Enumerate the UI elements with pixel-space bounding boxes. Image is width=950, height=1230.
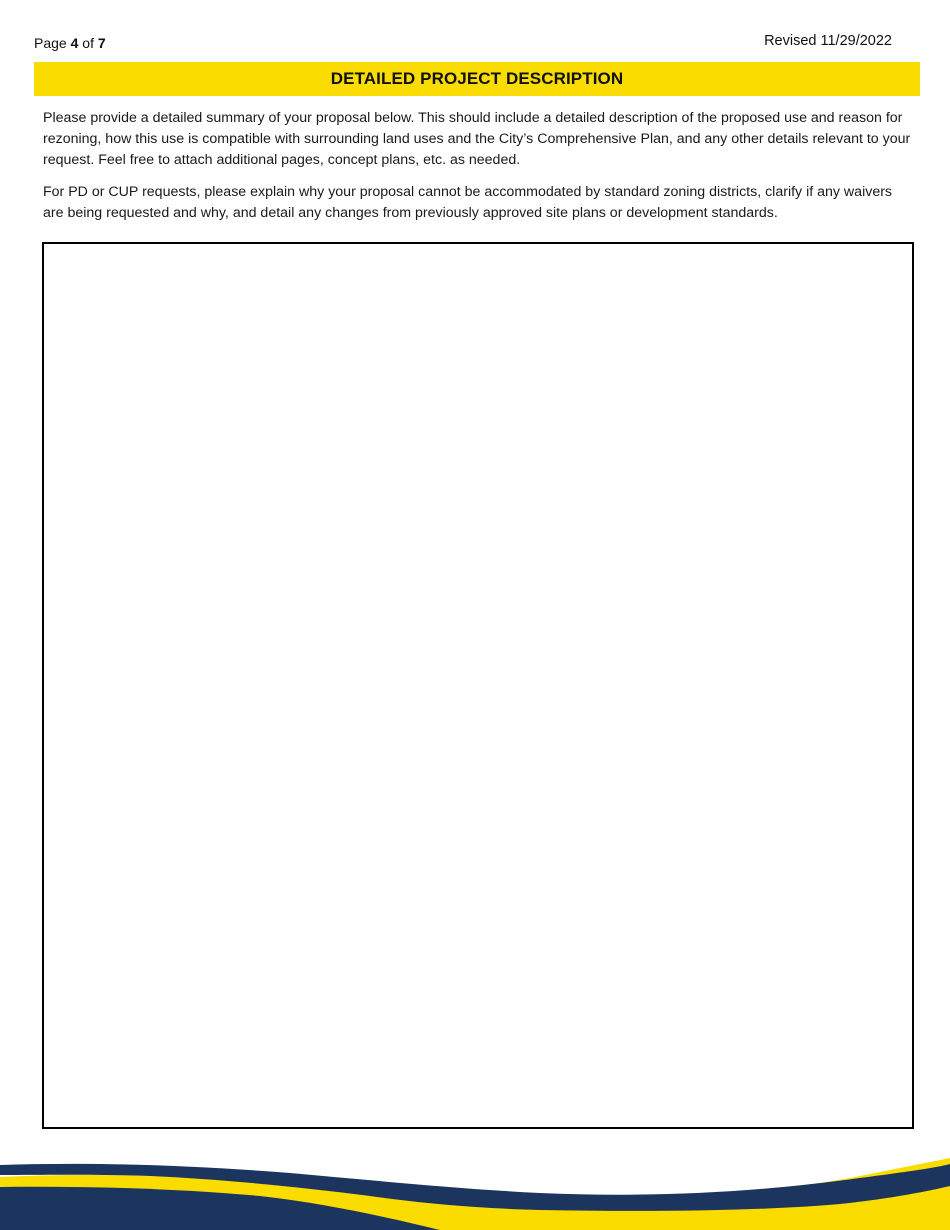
footer-wave-decoration [0,1150,950,1230]
page-of: of [82,35,94,51]
section-header-bar [34,62,920,96]
section-title: DETAILED PROJECT DESCRIPTION [330,69,624,88]
page-current: 4 [70,35,79,51]
page-number [34,34,106,52]
page-total: 7 [97,35,106,51]
revision-date: Revised 11/29/2022 [764,33,892,49]
instructions-paragraph-1: Please provide a detailed summary of your proposal below. This should include a detailed description of the proposed use and reason for rezoning, how this use is compatible with surrounding land uses and the City’s Comprehensive Plan, and any other details relevant to your request. Feel free to attach additional pages, concept plans, etc. as needed. [43,110,911,168]
instructions-paragraph-2: For PD or CUP requests, please explain why your proposal cannot be accommodated by standard zoning districts, clarify if any waivers are being requested and why, and detail any changes from previously approved site plans or development standards. [43,184,893,221]
instructions [43,108,915,235]
project-description-field[interactable] [42,242,914,1129]
page-prefix: Page [34,35,67,51]
